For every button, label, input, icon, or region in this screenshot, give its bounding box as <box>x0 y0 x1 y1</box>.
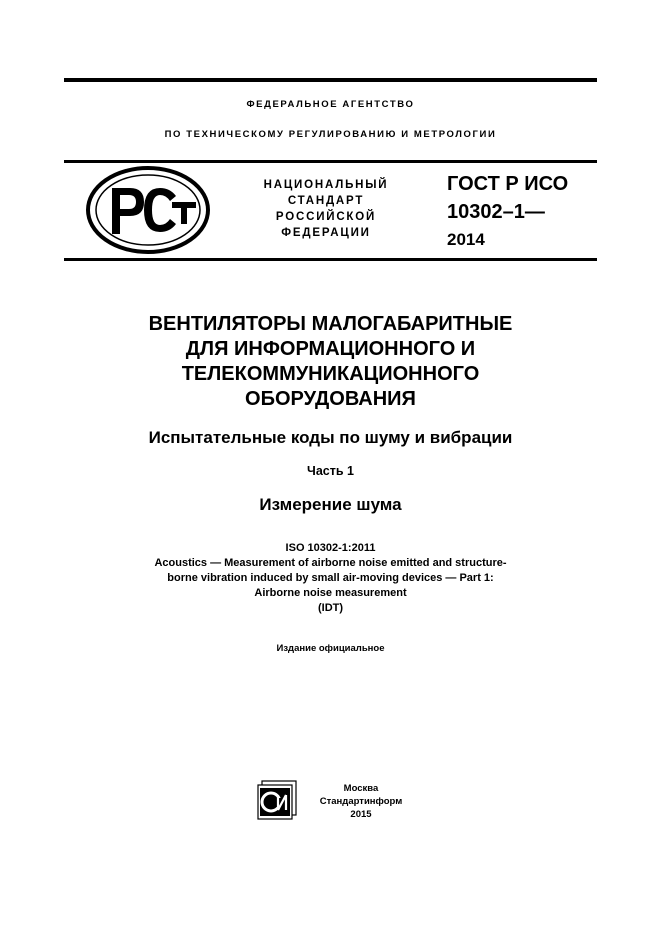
publisher-logo <box>256 780 300 820</box>
title-line-3: ТЕЛЕКОММУНИКАЦИОННОГО <box>181 363 480 385</box>
iso-code: ISO 10302-1:2011 <box>285 542 376 554</box>
iso-title-line-2: borne vibration induced by small air-moving devices — Part 1: <box>167 572 494 584</box>
publisher-year: 2015 <box>350 809 372 820</box>
designation-prefix: ГОСТ Р ИСО <box>447 173 569 195</box>
standartinform-logo-icon <box>256 780 300 820</box>
standard-designation <box>447 170 568 254</box>
standard-type-line-2: СТАНДАРТ <box>287 195 365 207</box>
standard-type <box>236 177 416 241</box>
standard-type-line-1: НАЦИОНАЛЬНЫЙ <box>263 179 389 191</box>
rst-logo <box>84 164 214 256</box>
title-line-1: ВЕНТИЛЯТОРЫ МАЛОГАБАРИТНЫЕ <box>148 313 513 335</box>
title-line-4: ОБОРУДОВАНИЯ <box>245 388 416 410</box>
publisher-info <box>306 782 416 821</box>
block-bottom-rule <box>64 258 597 261</box>
standard-type-line-3: РОССИЙСКОЙ <box>275 211 377 223</box>
document-subtitle: Испытательные коды по шуму и вибрации <box>148 428 513 447</box>
iso-title-line-4: (IDT) <box>317 602 344 614</box>
block-top-rule <box>64 160 597 163</box>
iso-title-line-3: Airborne noise measurement <box>254 587 407 599</box>
iso-reference <box>64 541 597 616</box>
standard-type-line-4: ФЕДЕРАЦИИ <box>281 227 371 239</box>
part-number: Часть 1 <box>307 464 354 478</box>
publisher-city: Москва <box>343 783 379 794</box>
part-title: Измерение шума <box>259 495 402 514</box>
agency-line-1: ФЕДЕРАЛЬНОЕ АГЕНТСТВО <box>246 99 415 110</box>
top-rule <box>64 78 597 82</box>
document-title <box>64 312 597 412</box>
publisher-name: Стандартинформ <box>319 796 403 807</box>
designation-number: 10302–1— <box>447 201 545 223</box>
rst-logo-icon <box>84 164 214 256</box>
edition-note: Издание официальное <box>276 643 385 654</box>
designation-year: 2014 <box>447 230 485 249</box>
title-line-2: ДЛЯ ИНФОРМАЦИОННОГО И <box>185 338 476 360</box>
iso-title-line-1: Acoustics — Measurement of airborne noise emitted and structure- <box>154 557 507 569</box>
agency-line-2: ПО ТЕХНИЧЕСКОМУ РЕГУЛИРОВАНИЮ И МЕТРОЛОГИИ <box>164 129 497 140</box>
